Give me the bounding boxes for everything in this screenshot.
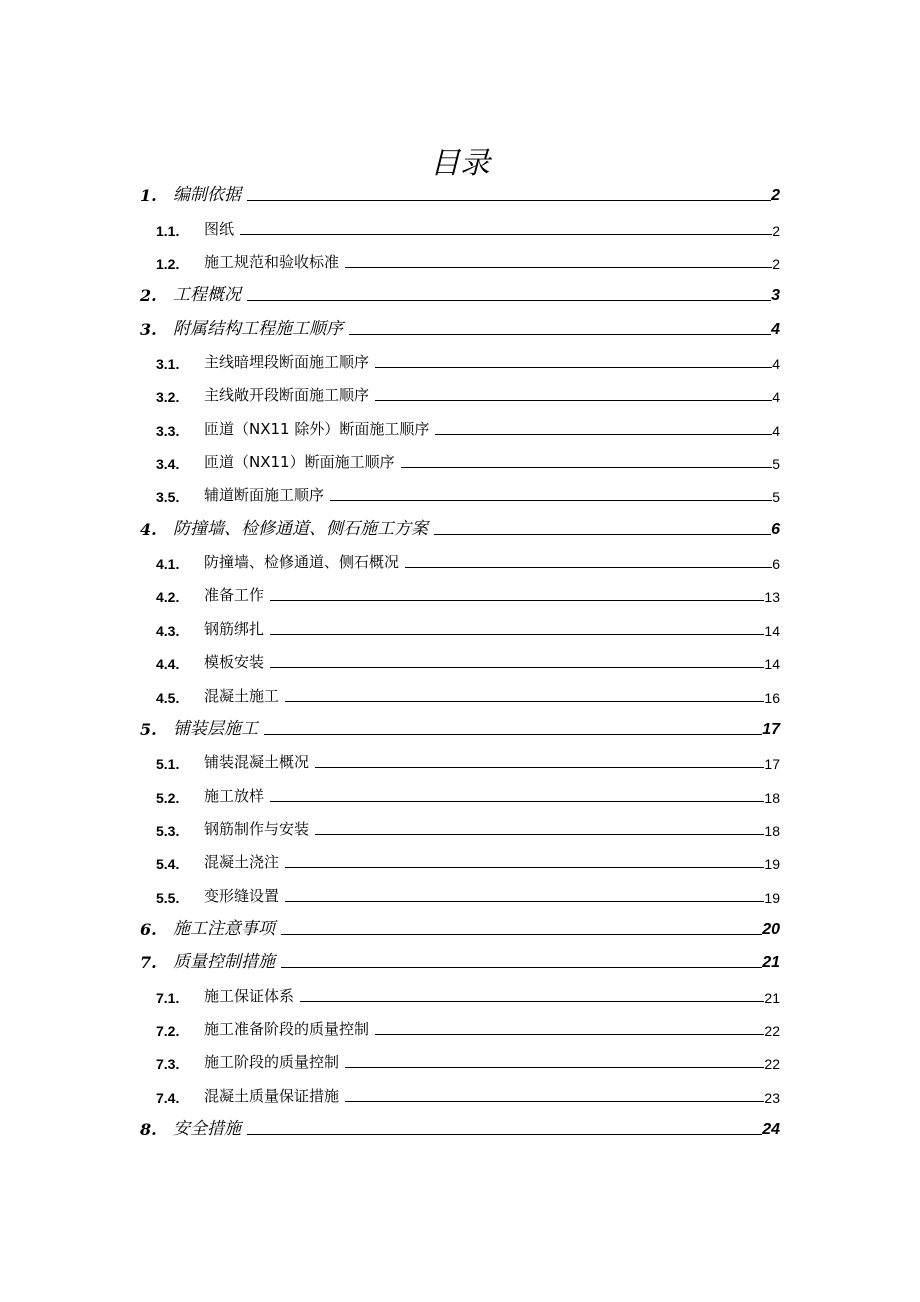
toc-entry-title: 图纸 xyxy=(204,219,235,238)
toc-entry-title: 匝道（NX11 除外）断面施工顺序 xyxy=(204,419,430,438)
toc-entry-title: 匝道（NX11）断面施工顺序 xyxy=(204,453,395,472)
toc-entry-number: 3. xyxy=(140,319,157,339)
toc-section-link[interactable] xyxy=(0,908,920,941)
toc-leader-line xyxy=(401,467,773,468)
toc-entry-number: 4.5. xyxy=(156,689,180,706)
toc-subsection-link[interactable] xyxy=(0,774,920,807)
toc-page-number: 3 xyxy=(771,287,780,305)
page-title: 目录 xyxy=(430,146,490,182)
toc-subsection-link[interactable] xyxy=(0,374,920,407)
toc-subsection-link[interactable] xyxy=(0,474,920,507)
toc-entry-number: 6. xyxy=(140,919,157,939)
toc-subsection-link[interactable] xyxy=(0,341,920,374)
toc-section-link[interactable] xyxy=(0,274,920,307)
toc-entry-number: 4.2. xyxy=(156,589,180,606)
toc-subsection-link[interactable] xyxy=(0,541,920,574)
toc-entry-number: 5.2. xyxy=(156,789,180,806)
toc-leader-line xyxy=(270,634,764,635)
toc-page-number: 18 xyxy=(764,789,780,806)
toc-leader-line xyxy=(435,434,772,435)
toc-leader-line xyxy=(281,967,762,968)
toc-entry-number: 5. xyxy=(140,719,157,739)
toc-entry-title: 防撞墙、检修通道、侧石概况 xyxy=(204,553,400,572)
toc-page-number: 14 xyxy=(764,656,780,673)
toc-page-number: 2 xyxy=(771,187,780,205)
toc-entry-title: 模板安装 xyxy=(204,653,265,672)
toc-leader-line xyxy=(247,200,771,201)
toc-entry-title: 施工保证体系 xyxy=(204,986,295,1005)
toc-entry-number: 7.1. xyxy=(156,989,180,1006)
toc-page-number: 17 xyxy=(762,720,780,738)
toc-leader-line xyxy=(247,300,771,301)
toc-entry-number: 4.3. xyxy=(156,622,180,639)
toc-entry-number: 3.1. xyxy=(156,356,180,373)
toc-entry-number: 7.4. xyxy=(156,1089,180,1106)
toc-page-number: 20 xyxy=(762,920,780,938)
toc-page-number: 5 xyxy=(772,456,780,473)
toc-entry-title: 准备工作 xyxy=(204,586,265,605)
toc-leader-line xyxy=(300,1001,764,1002)
toc-leader-line xyxy=(345,1101,764,1102)
toc-section-link[interactable] xyxy=(0,708,920,741)
toc-leader-line xyxy=(345,1067,764,1068)
toc-entry-number: 7.2. xyxy=(156,1022,180,1039)
toc-page-number: 22 xyxy=(764,1022,780,1039)
toc-subsection-link[interactable] xyxy=(0,674,920,707)
toc-entry-title: 施工准备阶段的质量控制 xyxy=(204,1019,370,1038)
toc-page-number: 4 xyxy=(772,422,780,439)
toc-page-number: 5 xyxy=(772,489,780,506)
toc-page-number: 21 xyxy=(762,954,780,972)
toc-entry-title: 施工放样 xyxy=(204,786,265,805)
toc-leader-line xyxy=(270,600,764,601)
toc-entry-title: 混凝土浇注 xyxy=(204,853,280,872)
toc-leader-line xyxy=(349,334,771,335)
toc-page-number: 16 xyxy=(764,689,780,706)
toc-page-number: 22 xyxy=(764,1056,780,1073)
toc-page-number: 24 xyxy=(762,1120,780,1138)
toc-entry-title: 辅道断面施工顺序 xyxy=(204,486,325,505)
toc-entry-number: 1.2. xyxy=(156,256,180,273)
toc-entry-title: 主线敞开段断面施工顺序 xyxy=(204,386,370,405)
toc-entry-title: 附属结构工程施工顺序 xyxy=(173,318,343,339)
toc-leader-line xyxy=(270,801,764,802)
toc-leader-line xyxy=(330,500,772,501)
toc-entry-number: 4.1. xyxy=(156,556,180,573)
toc-section-link[interactable] xyxy=(0,941,920,974)
toc-entry-title: 钢筋制作与安装 xyxy=(204,819,310,838)
toc-leader-line xyxy=(285,701,764,702)
toc-subsection-link[interactable] xyxy=(0,874,920,907)
toc-entry-number: 1.1. xyxy=(156,222,180,239)
toc-leader-line xyxy=(264,734,762,735)
toc-entry-title: 施工注意事项 xyxy=(173,918,275,939)
toc-entry-number: 3.5. xyxy=(156,489,180,506)
toc-page-number: 14 xyxy=(764,622,780,639)
toc-subsection-link[interactable] xyxy=(0,1041,920,1074)
toc-entry-number: 3.4. xyxy=(156,456,180,473)
toc-leader-line xyxy=(345,267,772,268)
toc-page-number: 6 xyxy=(772,556,780,573)
toc-subsection-link[interactable] xyxy=(0,641,920,674)
toc-page-number: 21 xyxy=(764,989,780,1006)
toc-entry-number: 3.3. xyxy=(156,422,180,439)
toc-leader-line xyxy=(434,534,771,535)
toc-entry-title: 防撞墙、检修通道、侧石施工方案 xyxy=(173,518,428,539)
toc-page-number: 4 xyxy=(772,356,780,373)
toc-entry-number: 8. xyxy=(140,1119,157,1139)
toc-leader-line xyxy=(240,234,772,235)
toc-subsection-link[interactable] xyxy=(0,1074,920,1107)
toc-entry-title: 混凝土质量保证措施 xyxy=(204,1086,340,1105)
toc-page-number: 2 xyxy=(772,256,780,273)
toc-entry-title: 钢筋绑扎 xyxy=(204,619,265,638)
toc-leader-line xyxy=(285,901,764,902)
toc-entry-number: 4.4. xyxy=(156,656,180,673)
toc-entry-number: 7. xyxy=(140,953,157,973)
toc-entry-title: 工程概况 xyxy=(173,285,241,306)
toc-leader-line xyxy=(375,400,772,401)
toc-entry-number: 4. xyxy=(140,519,157,539)
toc-entry-title: 变形缝设置 xyxy=(204,886,280,905)
toc-page-number: 18 xyxy=(764,822,780,839)
toc-section-link[interactable] xyxy=(0,307,920,340)
toc-section-link[interactable] xyxy=(0,1108,920,1141)
toc-section-link[interactable] xyxy=(0,507,920,540)
toc-leader-line xyxy=(285,867,764,868)
toc-subsection-link[interactable] xyxy=(0,974,920,1007)
toc-leader-line xyxy=(405,567,772,568)
toc-page-number: 17 xyxy=(764,756,780,773)
toc-subsection-link[interactable] xyxy=(0,741,920,774)
toc-entry-title: 安全措施 xyxy=(173,1118,241,1139)
toc-subsection-link[interactable] xyxy=(0,241,920,274)
toc-entry-title: 主线暗埋段断面施工顺序 xyxy=(204,353,370,372)
toc-leader-line xyxy=(247,1134,762,1135)
toc-entry-number: 1. xyxy=(140,186,157,206)
toc-page-number: 4 xyxy=(772,389,780,406)
toc-entry-number: 5.4. xyxy=(156,856,180,873)
toc-entry-title: 铺装层施工 xyxy=(173,718,258,739)
table-of-contents xyxy=(0,174,920,1141)
toc-entry-title: 施工规范和验收标准 xyxy=(204,253,340,272)
toc-entry-title: 施工阶段的质量控制 xyxy=(204,1053,340,1072)
toc-entry-title: 混凝土施工 xyxy=(204,686,280,705)
toc-subsection-link[interactable] xyxy=(0,407,920,440)
toc-entry-title: 铺装混凝土概况 xyxy=(204,753,310,772)
toc-page-number: 13 xyxy=(764,589,780,606)
toc-subsection-link[interactable] xyxy=(0,207,920,240)
toc-entry-number: 2. xyxy=(140,286,157,306)
toc-leader-line xyxy=(375,1034,764,1035)
toc-subsection-link[interactable] xyxy=(0,574,920,607)
toc-subsection-link[interactable] xyxy=(0,841,920,874)
toc-entry-number: 5.1. xyxy=(156,756,180,773)
toc-section-link[interactable] xyxy=(0,174,920,207)
toc-entry-number: 5.5. xyxy=(156,889,180,906)
toc-subsection-link[interactable] xyxy=(0,808,920,841)
toc-entry-title: 质量控制措施 xyxy=(173,952,275,973)
toc-page-number: 6 xyxy=(771,520,780,538)
toc-page-number: 23 xyxy=(764,1089,780,1106)
toc-leader-line xyxy=(375,367,772,368)
toc-page-number: 19 xyxy=(764,856,780,873)
toc-leader-line xyxy=(270,667,764,668)
toc-leader-line xyxy=(281,934,762,935)
toc-subsection-link[interactable] xyxy=(0,1008,920,1041)
toc-entry-number: 7.3. xyxy=(156,1056,180,1073)
toc-page-number: 19 xyxy=(764,889,780,906)
toc-leader-line xyxy=(315,767,764,768)
toc-page-number: 4 xyxy=(771,320,780,338)
toc-page-number: 2 xyxy=(772,222,780,239)
toc-entry-number: 3.2. xyxy=(156,389,180,406)
toc-entry-title: 编制依据 xyxy=(173,185,241,206)
toc-subsection-link[interactable] xyxy=(0,441,920,474)
toc-subsection-link[interactable] xyxy=(0,607,920,640)
toc-leader-line xyxy=(315,834,764,835)
toc-entry-number: 5.3. xyxy=(156,822,180,839)
